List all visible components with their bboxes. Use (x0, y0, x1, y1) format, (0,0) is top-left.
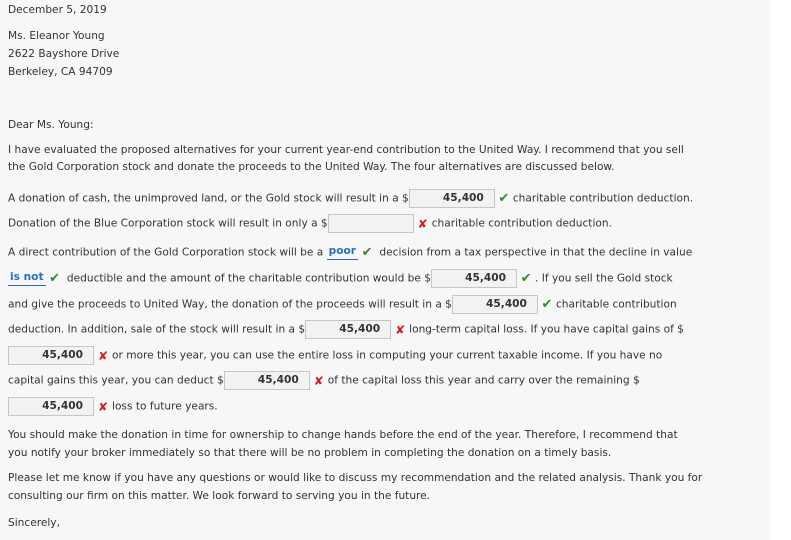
salutation: Dear Ms. Young: (8, 119, 94, 131)
correct-check-icon: ✔ (520, 271, 532, 286)
text: Donation of the Blue Corporation stock will result in only a $ (8, 217, 328, 230)
closing: Sincerely, (8, 517, 60, 529)
text: charitable contribution deduction. (431, 217, 612, 230)
text: of the capital loss this year and carry over the remaining $ (327, 374, 640, 387)
capital-gains-input[interactable]: 45,400 (8, 346, 94, 365)
text: long-term capital loss. If you have capital gains of $ (409, 323, 684, 336)
proceeds-line (8, 295, 677, 314)
text: charitable contribution deduction. (512, 192, 694, 205)
proceeds-deduction-input[interactable]: 45,400 (452, 295, 538, 314)
recipient-street: 2622 Bayshore Drive (8, 48, 120, 60)
correct-check-icon: ✔ (498, 191, 510, 206)
para4-line-1: You should make the donation in time for ownership to change hands before the end of the year. Therefore, I recommend that (8, 429, 678, 441)
text: A donation of cash, the unimproved land, or the Gold stock will result in a $ (8, 192, 409, 205)
correct-check-icon: ✔ (49, 271, 60, 286)
text: deduction. In addition, sale of the stock will result in a $ (8, 323, 306, 336)
text: decision from a tax perspective in that the decline in value (379, 246, 693, 259)
incorrect-x-icon: ✘ (313, 373, 324, 388)
para4-line-2: you notify your broker immediately so that there will be no problem in completing the donation on a timely basis. (8, 447, 612, 459)
correct-check-icon: ✔ (361, 245, 373, 260)
incorrect-x-icon: ✘ (417, 216, 428, 231)
gold-direct-deduction-input[interactable]: 45,400 (431, 269, 517, 288)
capital-loss-input[interactable]: 45,400 (305, 320, 391, 339)
incorrect-x-icon: ✘ (97, 348, 109, 363)
capital-gains-line (8, 346, 662, 365)
text: A direct contribution of the Gold Corporation stock will be a (8, 246, 324, 259)
text: deductible and the amount of the charitable contribution would be $ (66, 272, 432, 285)
intro-line-1: I have evaluated the proposed alternatives for your current year-end contribution to the United Way. I recommend that you sell (8, 144, 684, 156)
capital-loss-line (8, 320, 684, 339)
cash-donation-line (8, 189, 693, 208)
gold-direct-line (8, 245, 692, 260)
recipient-city: Berkeley, CA 94709 (8, 66, 113, 78)
correct-check-icon: ✔ (541, 297, 553, 312)
carryover-input[interactable]: 45,400 (8, 397, 94, 416)
letter-date: December 5, 2019 (8, 4, 107, 16)
text: loss to future years. (112, 400, 218, 413)
blue-stock-line (8, 214, 612, 233)
para5-line-2: consulting our firm on this matter. We look forward to serving you in the future. (8, 490, 431, 502)
deductible-line (8, 269, 673, 288)
text: capital gains this year, you can deduct $ (8, 374, 224, 387)
incorrect-x-icon: ✘ (395, 322, 406, 337)
recipient-name: Ms. Eleanor Young (8, 30, 105, 42)
text: or more this year, you can use the entire loss in computing your current taxable income. If you have no (112, 349, 663, 362)
carryover-line (8, 397, 218, 416)
poor-select[interactable]: poor (327, 245, 358, 260)
is-not-select[interactable]: is not (8, 271, 46, 286)
cash-deduction-input[interactable]: 45,400 (409, 189, 495, 208)
text: . If you sell the Gold stock (535, 272, 673, 285)
intro-line-2: the Gold Corporation stock and donate the proceeds to the United Way. The four alternatives are discussed below. (8, 161, 615, 173)
text: and give the proceeds to United Way, the donation of the proceeds will result in a $ (8, 298, 452, 311)
text: charitable contribution (555, 298, 677, 311)
para5-line-1: Please let me know if you have any questions or would like to discuss my recommendation and the related analysis. Thank you for (8, 472, 703, 484)
blue-stock-deduction-input[interactable] (328, 214, 414, 233)
incorrect-x-icon: ✘ (97, 399, 109, 414)
deduct-line (8, 371, 640, 390)
deduct-current-input[interactable]: 45,400 (224, 371, 310, 390)
